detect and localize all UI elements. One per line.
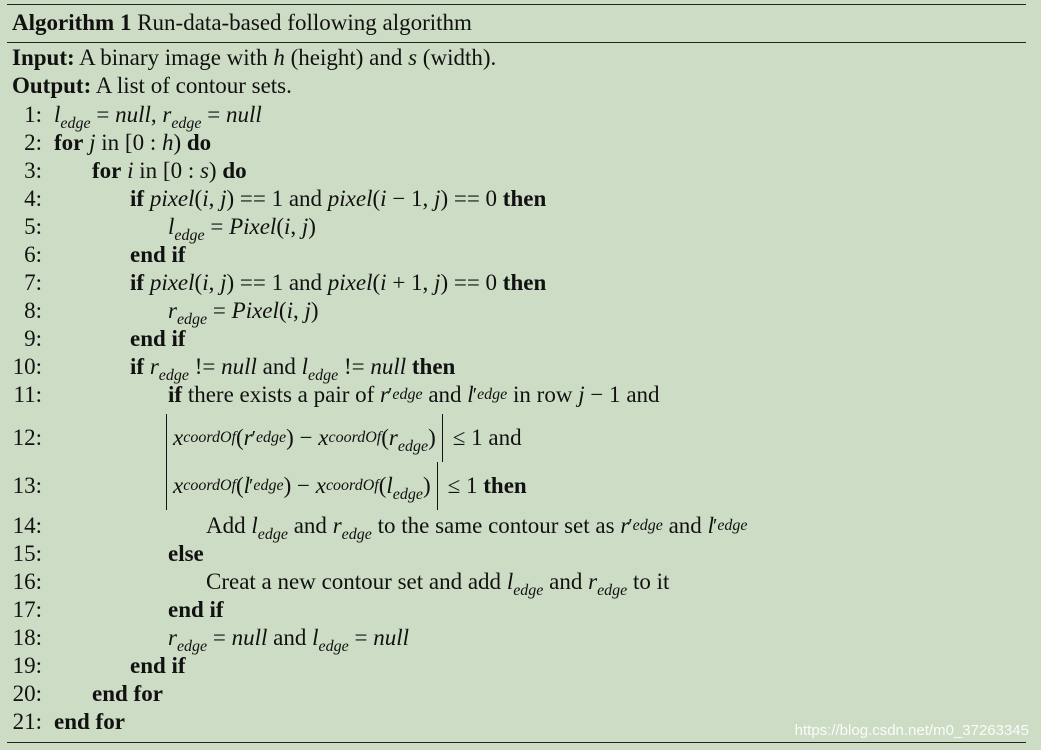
algo-line-1: 1: $l_{edge}$ = null , $r_{edge}$ = null [24, 102, 262, 132]
algo-line-4: 4: if pixel ( i , j ) == 1 and pixel ( i − 1, j ) == 0 then [24, 186, 547, 211]
algo-line-13: 13: x coordOf ( l ′ edge ) − x coordOf ( $l_{edge}$ ) ≤ 1 then [0, 462, 527, 510]
top-rule [7, 4, 1026, 5]
output-line: Output: A list of contour sets. [12, 73, 292, 98]
algo-line-15: 15: else [12, 541, 204, 566]
algo-line-7: 7: if pixel ( i , j ) == 1 and pixel ( i + 1, j ) == 0 then [24, 270, 547, 295]
abs-expression-2: x coordOf ( l ′ edge ) − x coordOf ( $l_{edge}$ ) [166, 462, 438, 510]
algo-line-11: 11: if there exists a pair of r ′ edge and l ′ edge in row j − 1 and [13, 382, 660, 407]
abs-expression-1: x coordOf ( r ′ edge ) − x coordOf ( $r_{edge}$ ) [166, 414, 443, 462]
algo-line-3: 3: for i in [0 : s ) do [24, 158, 247, 183]
header-rule [7, 42, 1026, 43]
algo-line-10: 10: if $r_{edge}$ != null and $l_{edge}$ != null then [12, 354, 456, 384]
algo-line-9: 9: end if [24, 326, 186, 351]
algo-line-8: 8: $r_{edge}$ = Pixel ( i , j ) [24, 298, 319, 328]
watermark: https://blog.csdn.net/m0_37263345 [794, 722, 1029, 739]
algo-line-16: 16: Creat a new contour set and add $l_{edge}$ and $r_{edge}$ to it [12, 569, 670, 599]
algo-line-21: 21: end for [12, 709, 125, 734]
algorithm-label: Algorithm 1 [12, 10, 132, 35]
algo-line-18: 18: $r_{edge}$ = null and $l_{edge}$ = null [12, 625, 409, 655]
algo-line-12: 12: x coordOf ( r ′ edge ) − x coordOf ( $r_{edge}$ ) ≤ 1 and [0, 414, 522, 462]
algo-line-6: 6: end if [24, 242, 186, 267]
algorithm-name: Run-data-based following algorithm [137, 10, 472, 35]
input-line: Input: A binary image with h (height) and s (width). [12, 45, 497, 70]
algo-line-5: 5: $l_{edge}$ = Pixel ( i , j ) [24, 214, 316, 244]
algo-line-20: 20: end for [12, 681, 163, 706]
algo-line-19: 19: end if [12, 653, 186, 678]
algorithm-title [12, 8, 472, 38]
algo-line-17: 17: end if [12, 597, 224, 622]
algo-line-2: 2: for j in [0 : h ) do [24, 130, 212, 155]
algo-line-14: 14: Add $l_{edge}$ and $r_{edge}$ to the same contour set as r ′ edge and l ′ edge [12, 513, 748, 543]
bottom-rule [7, 742, 1026, 743]
